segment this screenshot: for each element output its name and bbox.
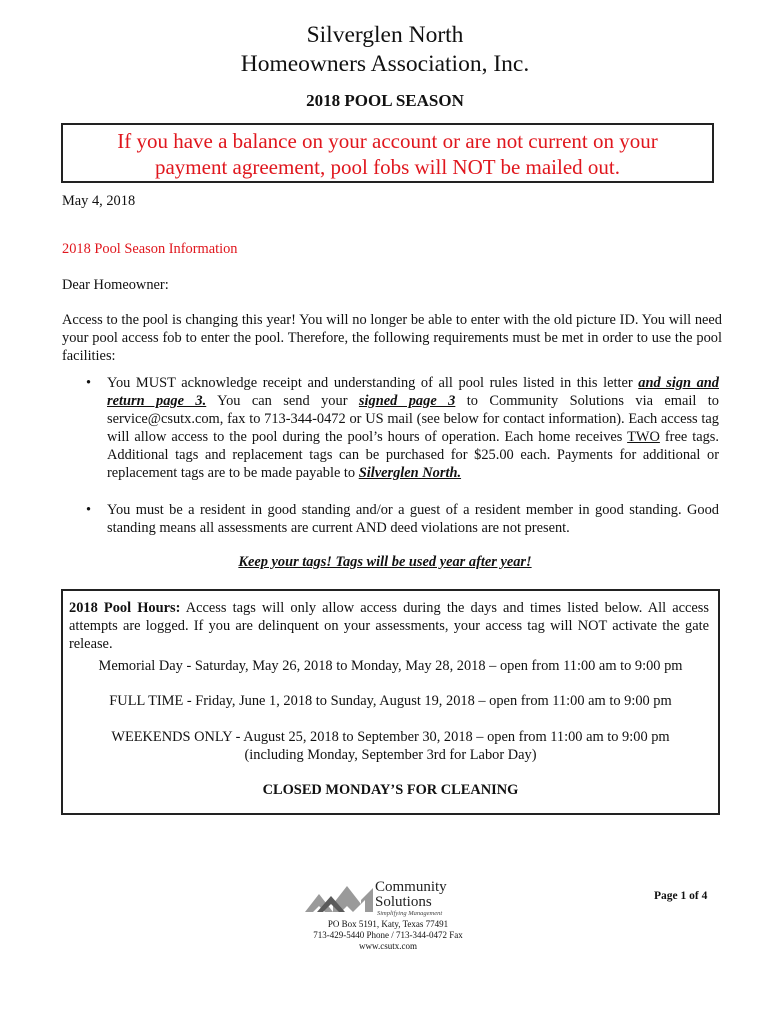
bullet-icon: • [86, 502, 92, 518]
pool-hours-intro [69, 599, 709, 653]
association-name-line2: Homeowners Association, Inc. [240, 51, 530, 77]
hours-full-time: FULL TIME - Friday, June 1, 2018 to Sunday, August 19, 2018 – open from 11:00 am to 9:00 pm [109, 693, 672, 709]
b1-text-1: You MUST acknowledge receipt and understanding of all pool rules listed in this letter [107, 375, 639, 391]
closed-mondays-notice: CLOSED MONDAY’S FOR CLEANING [262, 782, 519, 798]
pool-hours-intro-text: Access tags will only allow access during the days and times listed below. All access attempts are logged. If you are delinquent on your assessments, your access tag will NOT activate the gate release. [69, 600, 709, 652]
alert-line1: If you have a balance on your account or are not current on your [117, 129, 658, 153]
pool-hours-label: 2018 Pool Hours: [69, 600, 181, 616]
pool-hours-box [61, 589, 720, 815]
logo-name-line1: Community [375, 879, 447, 895]
letter-date: May 4, 2018 [62, 193, 136, 209]
b1-emphasis-signed-page: signed page 3 [358, 393, 456, 409]
footer-website: www.csutx.com [359, 941, 417, 951]
hours-memorial-day: Memorial Day - Saturday, May 26, 2018 to Monday, May 28, 2018 – open from 11:00 am to 9:00 pm [98, 658, 683, 674]
hours-labor-day-note: (including Monday, September 3rd for Labor Day) [244, 747, 537, 763]
requirement-good-standing: You must be a resident in good standing and/or a guest of a resident member in good standing. Good standing means all assessments are current AND deed violations are not present. [107, 502, 719, 536]
b1-payee: Silverglen North. [358, 465, 462, 481]
b1-text-3: to Community Solutions via email to service@csutx.com, fax to 713-344-0472 or US mail (see below for contact information). Each access tag will allow access to the pool during the pool’s hours of operation. Each home receives [107, 393, 719, 445]
balance-alert-box [61, 123, 714, 183]
salutation: Dear Homeowner: [62, 277, 169, 293]
page-number: Page 1 of 4 [654, 890, 708, 902]
alert-line2: payment agreement, pool fobs will NOT be mailed out. [154, 155, 620, 179]
footer-address: PO Box 5191, Katy, Texas 77491 [327, 919, 449, 929]
b1-emphasis-sign-return: and sign and return page 3. [107, 375, 719, 409]
keep-tags-note: Keep your tags! Tags will be used year after year! [238, 554, 532, 570]
logo-tagline: Simplifying Management [377, 910, 443, 917]
info-heading: 2018 Pool Season Information [62, 241, 238, 257]
logo-name-line2: Solutions [375, 894, 432, 910]
intro-paragraph: Access to the pool is changing this year! You will no longer be able to enter with the old picture ID. You will need your pool access fob to enter the pool. Therefore, the following requirements must be met in order to use the pool facilities: [62, 312, 722, 364]
association-name-line1: Silverglen North [306, 22, 464, 48]
b1-two-underlined: TWO [627, 429, 660, 445]
footer-phones: 713-429-5440 Phone / 713-344-0472 Fax [313, 930, 463, 940]
b1-text-4: free tags. Additional tags and replacement tags can be purchased for $25.00 each. Payments for additional or replacement tags are to be made payable to [107, 429, 720, 481]
season-heading: 2018 POOL SEASON [306, 91, 464, 110]
b1-text-2: You can send your [206, 393, 359, 409]
hours-weekends-only: WEEKENDS ONLY - August 25, 2018 to September 30, 2018 – open from 11:00 am to 9:00 pm [111, 729, 670, 745]
bullet-icon: • [86, 375, 92, 391]
requirement-sign-page3 [107, 374, 719, 482]
